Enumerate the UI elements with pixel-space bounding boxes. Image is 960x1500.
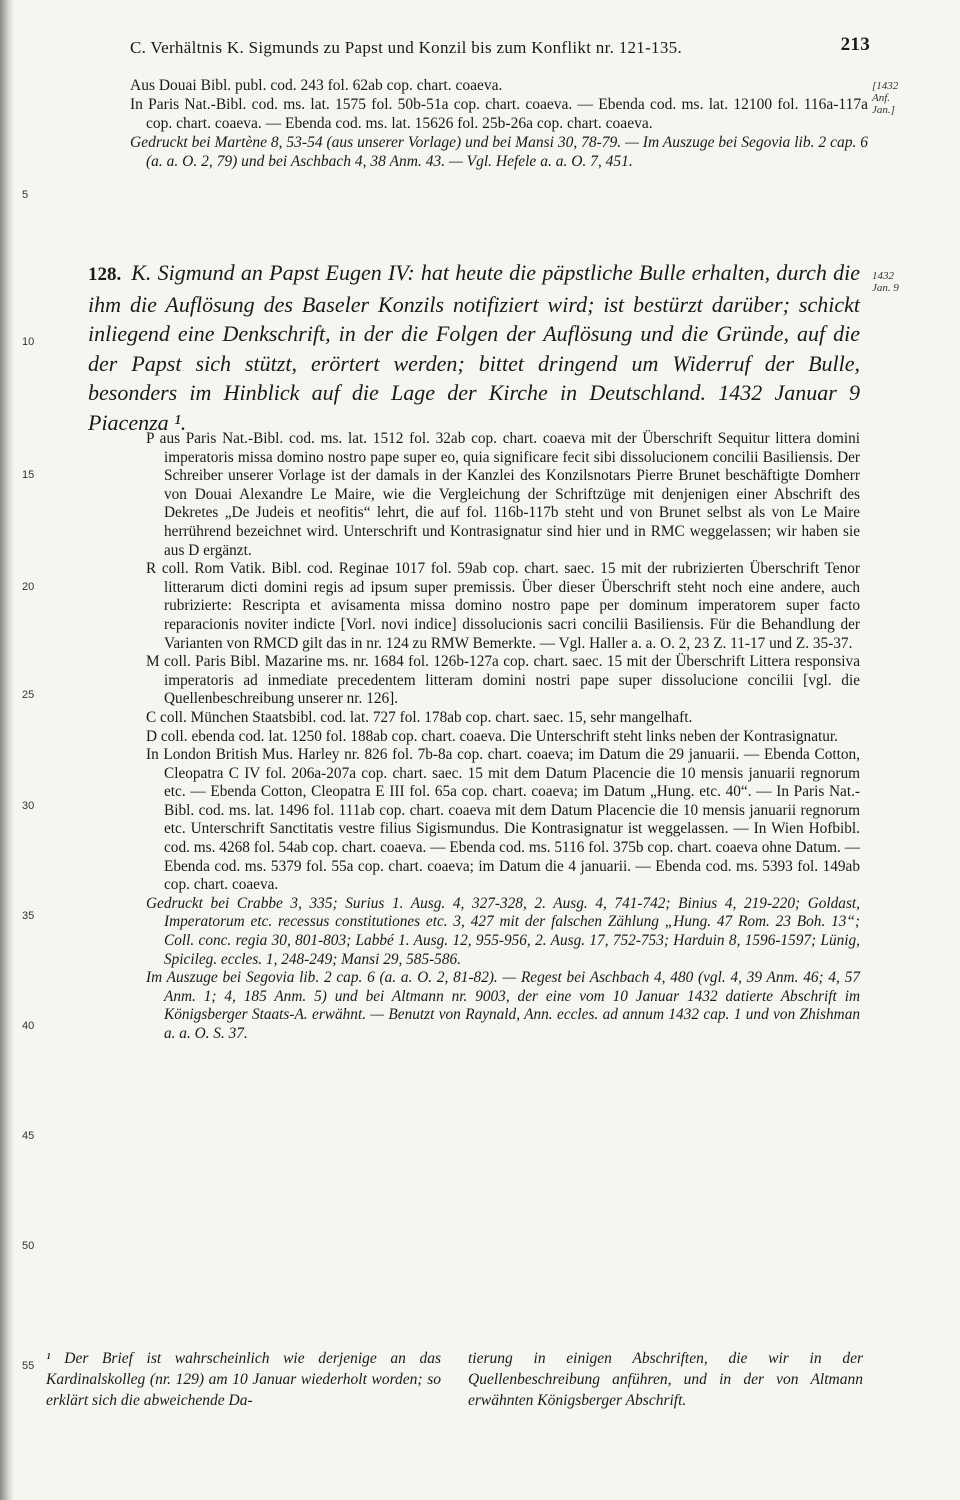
page-number: 213 bbox=[840, 34, 870, 55]
source-apparatus bbox=[146, 430, 860, 1044]
top-source-block bbox=[130, 76, 868, 171]
line-number: 35 bbox=[22, 910, 35, 922]
line-number: 10 bbox=[22, 336, 35, 348]
line-number: 55 bbox=[22, 1360, 35, 1372]
footnote-left-column: ¹ Der Brief ist wahrscheinlich wie derjenige an das Kardinalskolleg (nr. 129) am 10 Januar wiederholt worden; so erklärt sich die abweichende Da- bbox=[46, 1350, 441, 1409]
line-number: 30 bbox=[22, 800, 35, 812]
margin-date-regest: 1432 Jan. 9 bbox=[872, 270, 899, 294]
source-entry-P: P aus Paris Nat.-Bibl. cod. ms. lat. 1512 fol. 32ab cop. chart. coaeva mit der Überschrift Sequitur littera domini imperatoris missa domino nostro pape super eo, quia significare fecit sibi dissolucionem concilii Basiliensis. Der Schreiber unserer Vorlage ist der damals in der Kanzlei des Konzilsnotars Pierre Brunet beschäftigte Domherr von Douai Alexandre Le Maire, wie die Vergleichung der Schriftzüge mit denjenigen einer Abschrift des Dekretes „De Judeis et neofitis“ lehrt, die auf fol. 116b-117b steht und von Brunet selbst als von Le Maire herrührend bezeichnet wird. Unterschrift und Kontrasignatur sind hier und in RMC weggelassen; wir haben sie aus D ergänzt. bbox=[146, 430, 860, 559]
line-number: 5 bbox=[22, 189, 29, 201]
line-number: 45 bbox=[22, 1130, 35, 1142]
margin-date-top: [1432 Anf. Jan.] bbox=[872, 80, 899, 116]
line-number: 50 bbox=[22, 1240, 35, 1252]
source-entry-other: In London British Mus. Harley nr. 826 fol. 7b-8a cop. chart. coaeva; im Datum die 29 januarii. — Ebenda Cotton, Cleopatra C IV fol. 206a-207a cop. chart. saec. 15 mit dem Datum Placencie die 10 mensis januarii regnorum etc. — Ebenda Cotton, Cleopatra E III fol. 65a cop. chart. coaeva; im Datum „Hung. etc. 40“. — In Paris Nat.-Bibl. cod. ms. lat. 1496 fol. 111ab cop. chart. coaeva mit dem Datum Placencie die 10 mensis januarii regnorum etc. Unterschrift Sanctitatis vestre filius Sigismundus. Die Kontrasignatur ist weggelassen. — In Wien Hofbibl. cod. ms. 4268 fol. 54ab cop. chart. coaeva. — Ebenda cod. ms. 5116 fol. 375b cop. chart. coaeva ohne Datum. — Ebenda cod. ms. 5379 fol. 55a cop. chart. coaeva; im Datum die 4 januarii. — Ebenda cod. ms. 5393 fol. 149ab cop. chart. coaeva. bbox=[146, 746, 860, 894]
page-binding-shadow bbox=[0, 0, 14, 1500]
line-number: 20 bbox=[22, 581, 35, 593]
excerpts-and-regests: Im Auszuge bei Segovia lib. 2 cap. 6 (a. a. O. 2, 81-82). — Regest bei Aschbach 4, 480 (vgl. 4, 39 Anm. 46; 4, 57 Anm. 1; 4, 185 Anm. 5) und bei Altmann nr. 9003, der eine vom 10 Januar 1432 datierte Abschrift im Königsberger Staats-A. erwähnt. — Benutzt von Raynald, Ann. eccles. ad annum 1432 cap. 1 und von Zhishman a. a. O. S. 37. bbox=[146, 969, 860, 1042]
regest-number: 128. bbox=[88, 264, 122, 285]
running-title: C. Verhältnis K. Sigmunds zu Papst und Konzil bis zum Konflikt nr. 121-135. bbox=[130, 38, 683, 57]
source-entry: Aus Douai Bibl. publ. cod. 243 fol. 62ab cop. chart. coaeva. bbox=[130, 77, 503, 94]
source-entry: In Paris Nat.-Bibl. cod. ms. lat. 1575 fol. 50b-51a cop. chart. coaeva. — Ebenda cod. ms. lat. 12100 fol. 116a-117a cop. chart. coaeva. — Ebenda cod. ms. lat. 15626 fol. 25b-26a cop. chart. coaeva. bbox=[130, 96, 868, 132]
source-entry-C: C coll. München Staatsbibl. cod. lat. 727 fol. 178ab cop. chart. saec. 15, sehr mangelhaft. bbox=[146, 708, 693, 726]
regest-128 bbox=[88, 258, 860, 437]
line-number: 15 bbox=[22, 469, 35, 481]
running-header bbox=[130, 34, 870, 64]
line-number: 40 bbox=[22, 1020, 35, 1032]
regest-text: K. Sigmund an Papst Eugen IV: hat heute die päpstliche Bulle erhalten, durch die ihm die Auflösung des Baseler Konzils notifiziert wird; ist bestürzt darüber; schickt inliegend eine Denkschrift, in der die Folgen der Auflösung und die Gründe, auf die der Papst sich stützt, erörtert werden; bittet dringend um Widerruf der Bulle, besonders im Hinblick auf die Lage der Kirche in Deutschland. 1432 Januar 9 Piacenza ¹. bbox=[88, 260, 860, 435]
source-entry-D: D coll. ebenda cod. lat. 1250 fol. 188ab cop. chart. coaeva. Die Unterschrift steht links neben der Kontrasignatur. bbox=[146, 727, 838, 745]
footnote-right-column: tierung in einigen Abschriften, die wir in der Quellenbeschreibung anführen, und in der von Altmann erwähnten Königsberger Abschrift. bbox=[468, 1350, 863, 1409]
print-reference: Gedruckt bei Martène 8, 53-54 (aus unserer Vorlage) und bei Mansi 30, 78-79. — Im Auszuge bei Segovia lib. 2 cap. 6 (a. a. O. 2, 79) und bei Aschbach 4, 38 Anm. 43. — Vgl. Hefele a. a. O. 7, 451. bbox=[130, 134, 868, 170]
source-entry-M: M coll. Paris Bibl. Mazarine ms. nr. 1684 fol. 126b-127a cop. chart. saec. 15 mit der Überschrift Littera responsiva imperatoris ad inmediate precedentem litteram domini nostri pape super dissolucione concilii [vgl. die Quellenbeschreibung unserer nr. 126]. bbox=[146, 653, 860, 708]
source-entry-R: R coll. Rom Vatik. Bibl. cod. Reginae 1017 fol. 59ab cop. chart. saec. 15 mit der rubrizierten Überschrift Tenor litterarum dicti domini regis ad ipsum super premissis. Über dieser Überschrift steht noch eine andere, auch rubrizierte: Rescripta et avisamenta missa domino nostro pape per dominum imperatorem super facto reparacionis noviter indicte [Vorl. novi indice] dissolucionis sacri concilii Basiliensis. Für die Behandlung der Varianten von RMCD gilt das in nr. 124 zu RMW Bemerkte. — Vgl. Haller a. a. O. 2, 23 Z. 11-17 und Z. 35-37. bbox=[146, 560, 860, 652]
line-number: 25 bbox=[22, 689, 35, 701]
print-editions: Gedruckt bei Crabbe 3, 335; Surius 1. Ausg. 4, 327-328, 2. Ausg. 4, 741-742; Binius 4, 219-220; Goldast, Imperatorum etc. recessus constitutiones etc. 3, 427 mit der falschen Zählung „Hung. 47 Rom. 23 Boh. 13“; Coll. conc. regia 30, 801-803; Labbé 1. Ausg. 12, 955-956, 2. Ausg. 17, 752-753; Harduin 8, 1596-1597; Lünig, Spicileg. eccles. 1, 248-249; Mansi 29, 585-586. bbox=[146, 894, 860, 968]
